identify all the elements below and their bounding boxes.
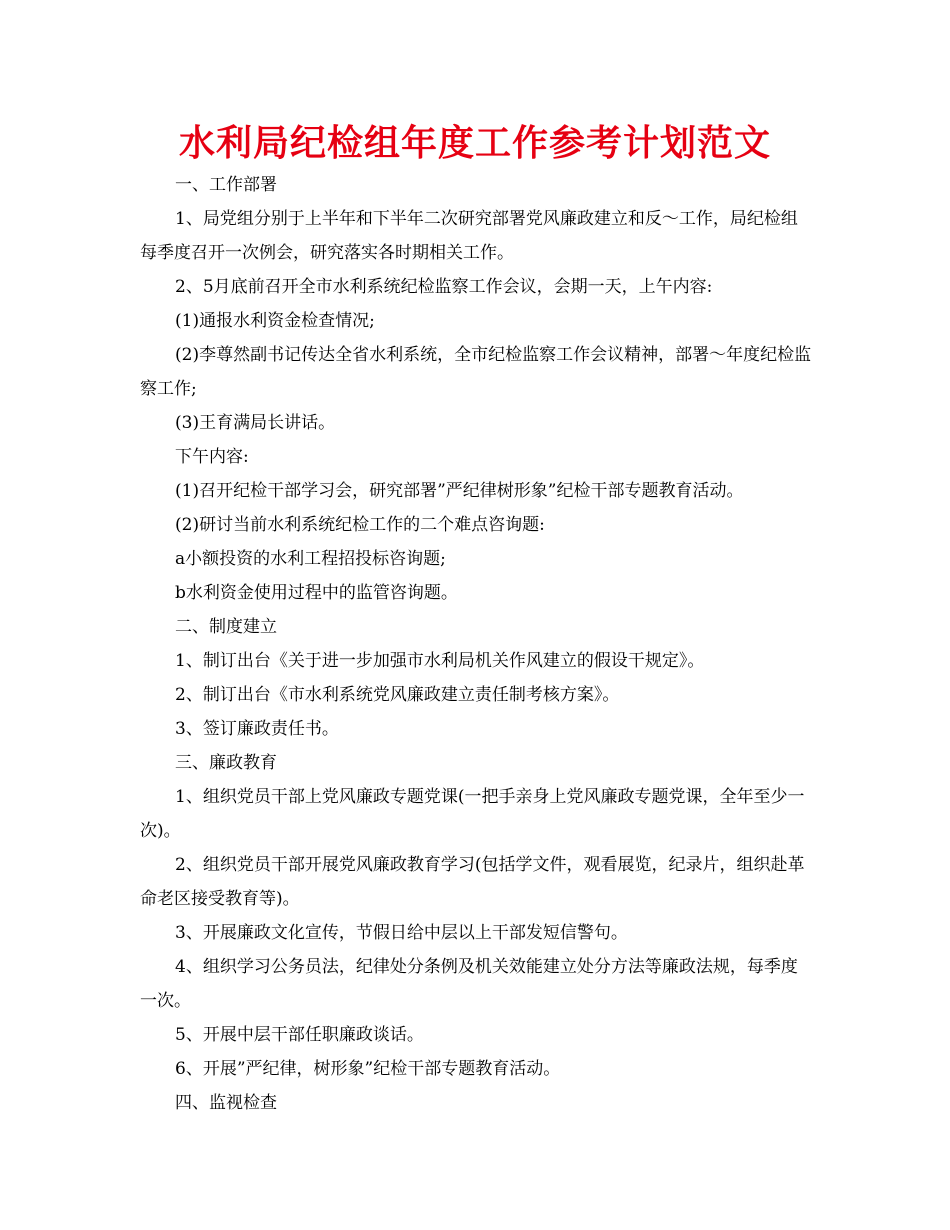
list-item: 2、组织党员干部开展党风廉政教育学习(包括学文件，观看展览，纪录片，组织赴革命老区接受教育等)。 [140,855,805,909]
list-item: 4、组织学习公务员法，纪律处分条例及机关效能建立处分方法等廉政法规，每季度一次。 [140,957,798,1011]
list-item: b水利资金使用过程中的监管咨询题。 [175,583,458,603]
list-item: 3、开展廉政文化宣传，节假日给中层以上干部发短信警句。 [175,923,628,943]
list-item: 5、开展中层干部任职廉政谈话。 [175,1025,424,1045]
list-item: (1)召开纪检干部学习会，研究部署”严纪律树形象”纪检干部专题教育活动。 [175,481,744,501]
document-title: 水利局纪检组年度工作参考计划范文 [178,123,771,164]
list-item: 3、签订廉政责任书。 [175,719,339,739]
list-item: 1、制订出台《关于进一步加强市水利局机关作风建立的假设干规定》。 [175,651,705,671]
list-item: (2)研讨当前水利系统纪检工作的二个难点咨询题: [175,515,545,535]
paragraph: 下午内容: [175,447,249,467]
paragraph: 1、局党组分别于上半年和下半年二次研究部署党风廉政建立和反～工作，局纪检组每季度召开一次例会，研究落实各时期相关工作。 [140,209,798,263]
list-item: (2)李尊然副书记传达全省水利系统，全市纪检监察工作会议精神，部署～年度纪检监察工作; [140,345,812,399]
document-body [140,168,812,1120]
section-heading: 一、工作部署 [175,175,277,195]
section-heading: 二、制度建立 [175,617,277,637]
list-item: (3)王育满局长讲话。 [175,413,336,433]
list-item: a小额投资的水利工程招投标咨询题; [175,549,446,569]
list-item: (1)通报水利资金检查情况; [175,311,375,331]
paragraph: 2、5月底前召开全市水利系统纪检监察工作会议，会期一天，上午内容: [175,277,713,297]
section-heading: 四、监视检查 [175,1093,277,1113]
list-item: 2、制订出台《市水利系统党风廉政建立责任制考核方案》。 [175,685,620,705]
list-item: 6、开展”严纪律，树形象”纪检干部专题教育活动。 [175,1059,561,1079]
section-heading: 三、廉政教育 [175,753,277,773]
list-item: 1、组织党员干部上党风廉政专题党课(一把手亲身上党风廉政专题党课，全年至少一次)。 [140,787,805,841]
